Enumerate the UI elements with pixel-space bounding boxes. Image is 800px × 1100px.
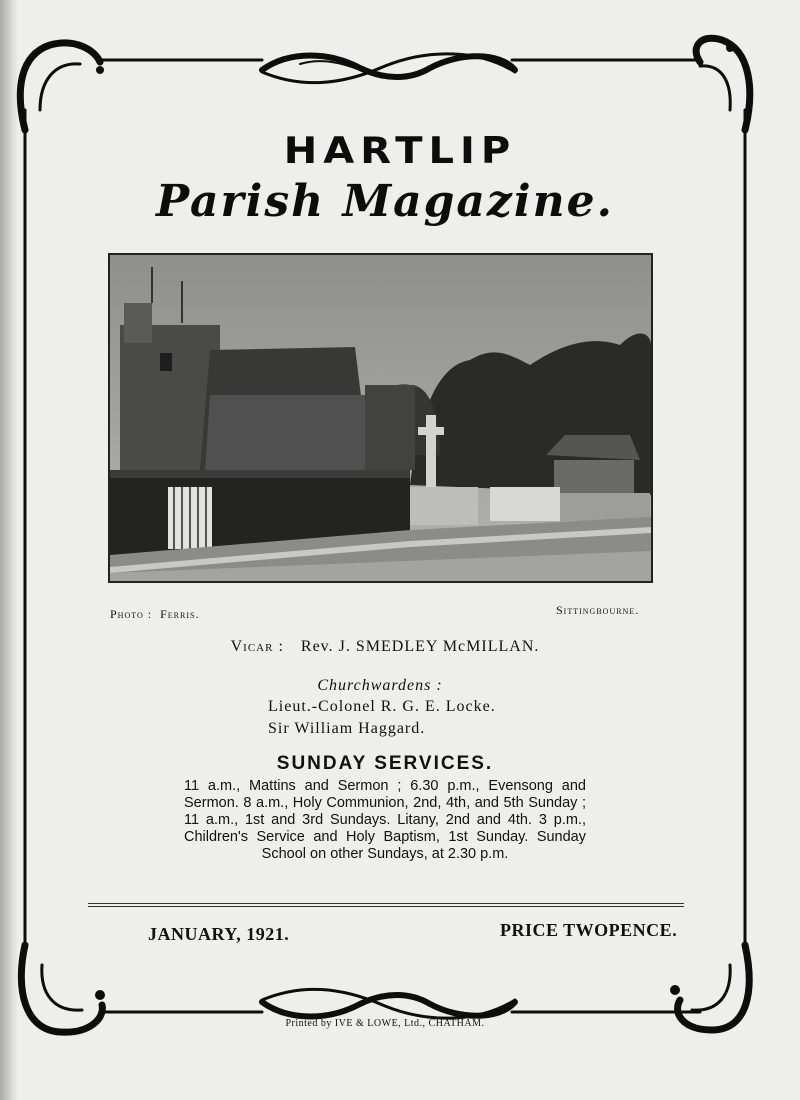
issue-price: PRICE TWOPENCE. (500, 920, 678, 940)
photo-credit (110, 607, 199, 622)
churchwarden-name: Sir William Haggard. (268, 720, 426, 737)
churchwarden-name: Lieut.-Colonel R. G. E. Locke. (268, 698, 496, 715)
photo-credit-label: Photo : (110, 607, 153, 621)
churchwardens-heading: Churchwardens : (317, 677, 443, 694)
vicar-line (0, 638, 770, 656)
services-heading: SUNDAY SERVICES. (276, 753, 494, 774)
photo-location: Sittingbourne. (556, 603, 640, 617)
issue-date: JANUARY, 1921. (148, 924, 290, 944)
photographer-name: Ferris. (160, 607, 200, 621)
masthead-title: HARTLIP (283, 129, 517, 173)
vicar-name: Rev. J. SMEDLEY McMILLAN. (300, 638, 540, 655)
masthead-subtitle: Parish Magazine. (156, 176, 614, 227)
vicar-label: Vicar : (230, 638, 284, 655)
divider-rule (88, 903, 684, 907)
church-photograph (108, 253, 653, 583)
printer-imprint: Printed by IVE & LOWE, Ltd., CHATHAM. (285, 1018, 485, 1029)
services-text: 11 a.m., Mattins and Sermon ; 6.30 p.m., Evensong and Sermon. 8 a.m., Holy Communion, 2nd, 4th, and 5th Sunday ; 11 a.m., 1st and 3rd Sundays. Litany, 2nd and 4th. 3 p.m., Children's Service and Holy Baptism, 1st Sunday. Sunday School on other Sundays, at 2.30 p.m. (184, 778, 586, 862)
